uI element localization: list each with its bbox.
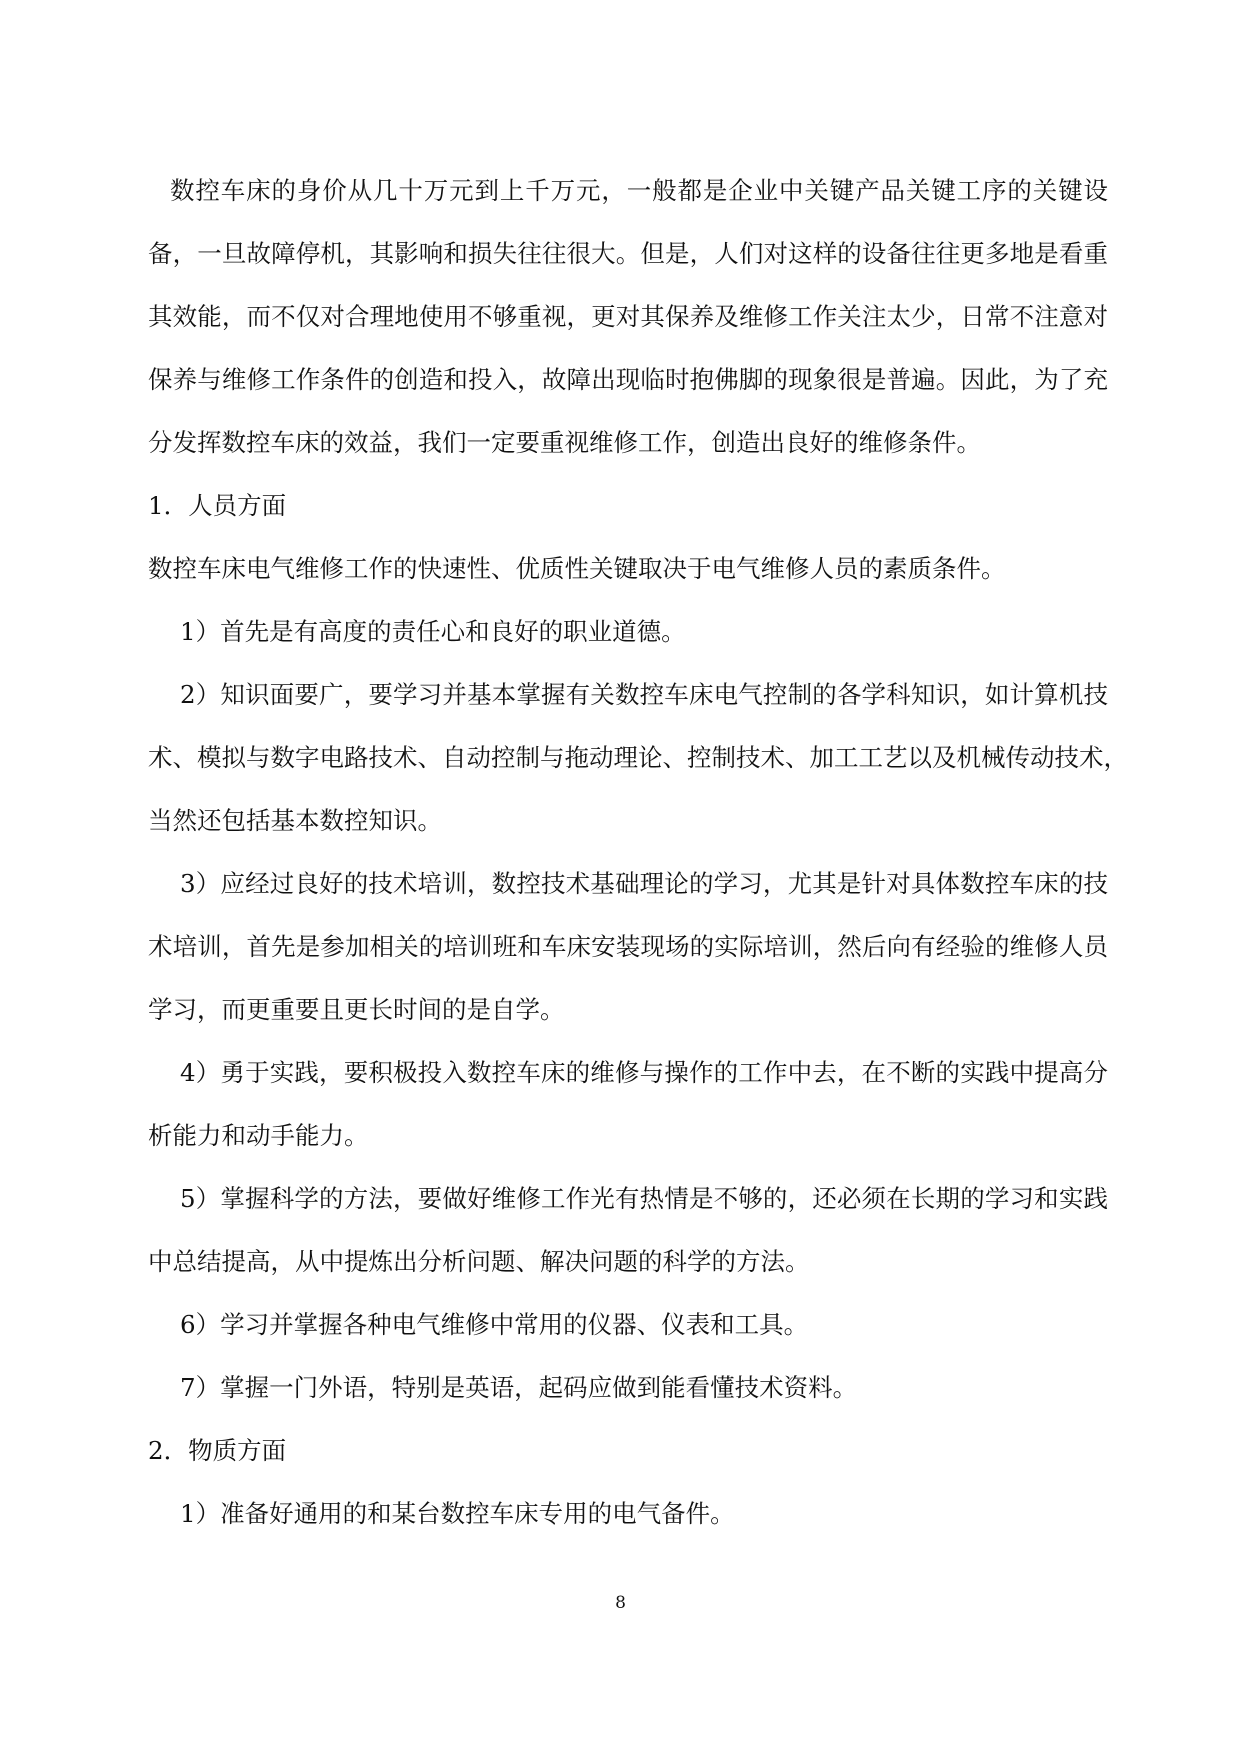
section-heading-personnel: 1．人员方面: [148, 491, 287, 520]
text-line: 术、模拟与数字电路技术、自动控制与拖动理论、控制技术、加工工艺以及机械传动技术，: [148, 743, 1128, 772]
text-line: 3）应经过良好的技术培训，数控技术基础理论的学习，尤其是针对具体数控车床的技: [180, 869, 1108, 898]
paragraph-personnel-intro: 数控车床电气维修工作的快速性、优质性关键取决于电气维修人员的素质条件。: [148, 554, 1006, 583]
list-item-6: 6）学习并掌握各种电气维修中常用的仪器、仪表和工具。: [180, 1310, 809, 1339]
text-line: 术培训，首先是参加相关的培训班和车床安装现场的实际培训，然后向有经验的维修人员: [148, 932, 1108, 961]
text-line: 数控车床的身价从几十万元到上千万元，一般都是企业中关键产品关键工序的关键设: [170, 176, 1108, 205]
text-line: 2）知识面要广，要学习并基本掌握有关数控车床电气控制的各学科知识，如计算机技: [180, 680, 1108, 709]
list-item-1: 1）首先是有高度的责任心和良好的职业道德。: [180, 617, 686, 646]
text-line: 析能力和动手能力。: [148, 1121, 369, 1150]
text-line: 当然还包括基本数控知识。: [148, 806, 442, 835]
text-line: 5）掌握科学的方法，要做好维修工作光有热情是不够的，还必须在长期的学习和实践: [180, 1184, 1108, 1213]
text-line: 备，一旦故障停机，其影响和损失往往很大。但是，人们对这样的设备往往更多地是看重: [148, 239, 1108, 268]
text-line: 其效能，而不仅对合理地使用不够重视，更对其保养及维修工作关注太少，日常不注意对: [148, 302, 1108, 331]
text-line: 分发挥数控车床的效益，我们一定要重视维修工作，创造出良好的维修条件。: [148, 428, 981, 457]
text-line: 保养与维修工作条件的创造和投入，故障出现临时抱佛脚的现象很是普遍。因此，为了充: [148, 365, 1108, 394]
text-line: 学习，而更重要且更长时间的是自学。: [148, 995, 565, 1024]
list-item-7: 7）掌握一门外语，特别是英语，起码应做到能看懂技术资料。: [180, 1373, 858, 1402]
section-heading-material: 2．物质方面: [148, 1436, 287, 1465]
text-line: 中总结提高，从中提炼出分析问题、解决问题的科学的方法。: [148, 1247, 810, 1276]
text-line: 4）勇于实践，要积极投入数控车床的维修与操作的工作中去，在不断的实践中提高分: [180, 1058, 1108, 1087]
page-number: 8: [615, 1593, 626, 1613]
material-list-item-1: 1）准备好通用的和某台数控车床专用的电气备件。: [180, 1499, 735, 1528]
